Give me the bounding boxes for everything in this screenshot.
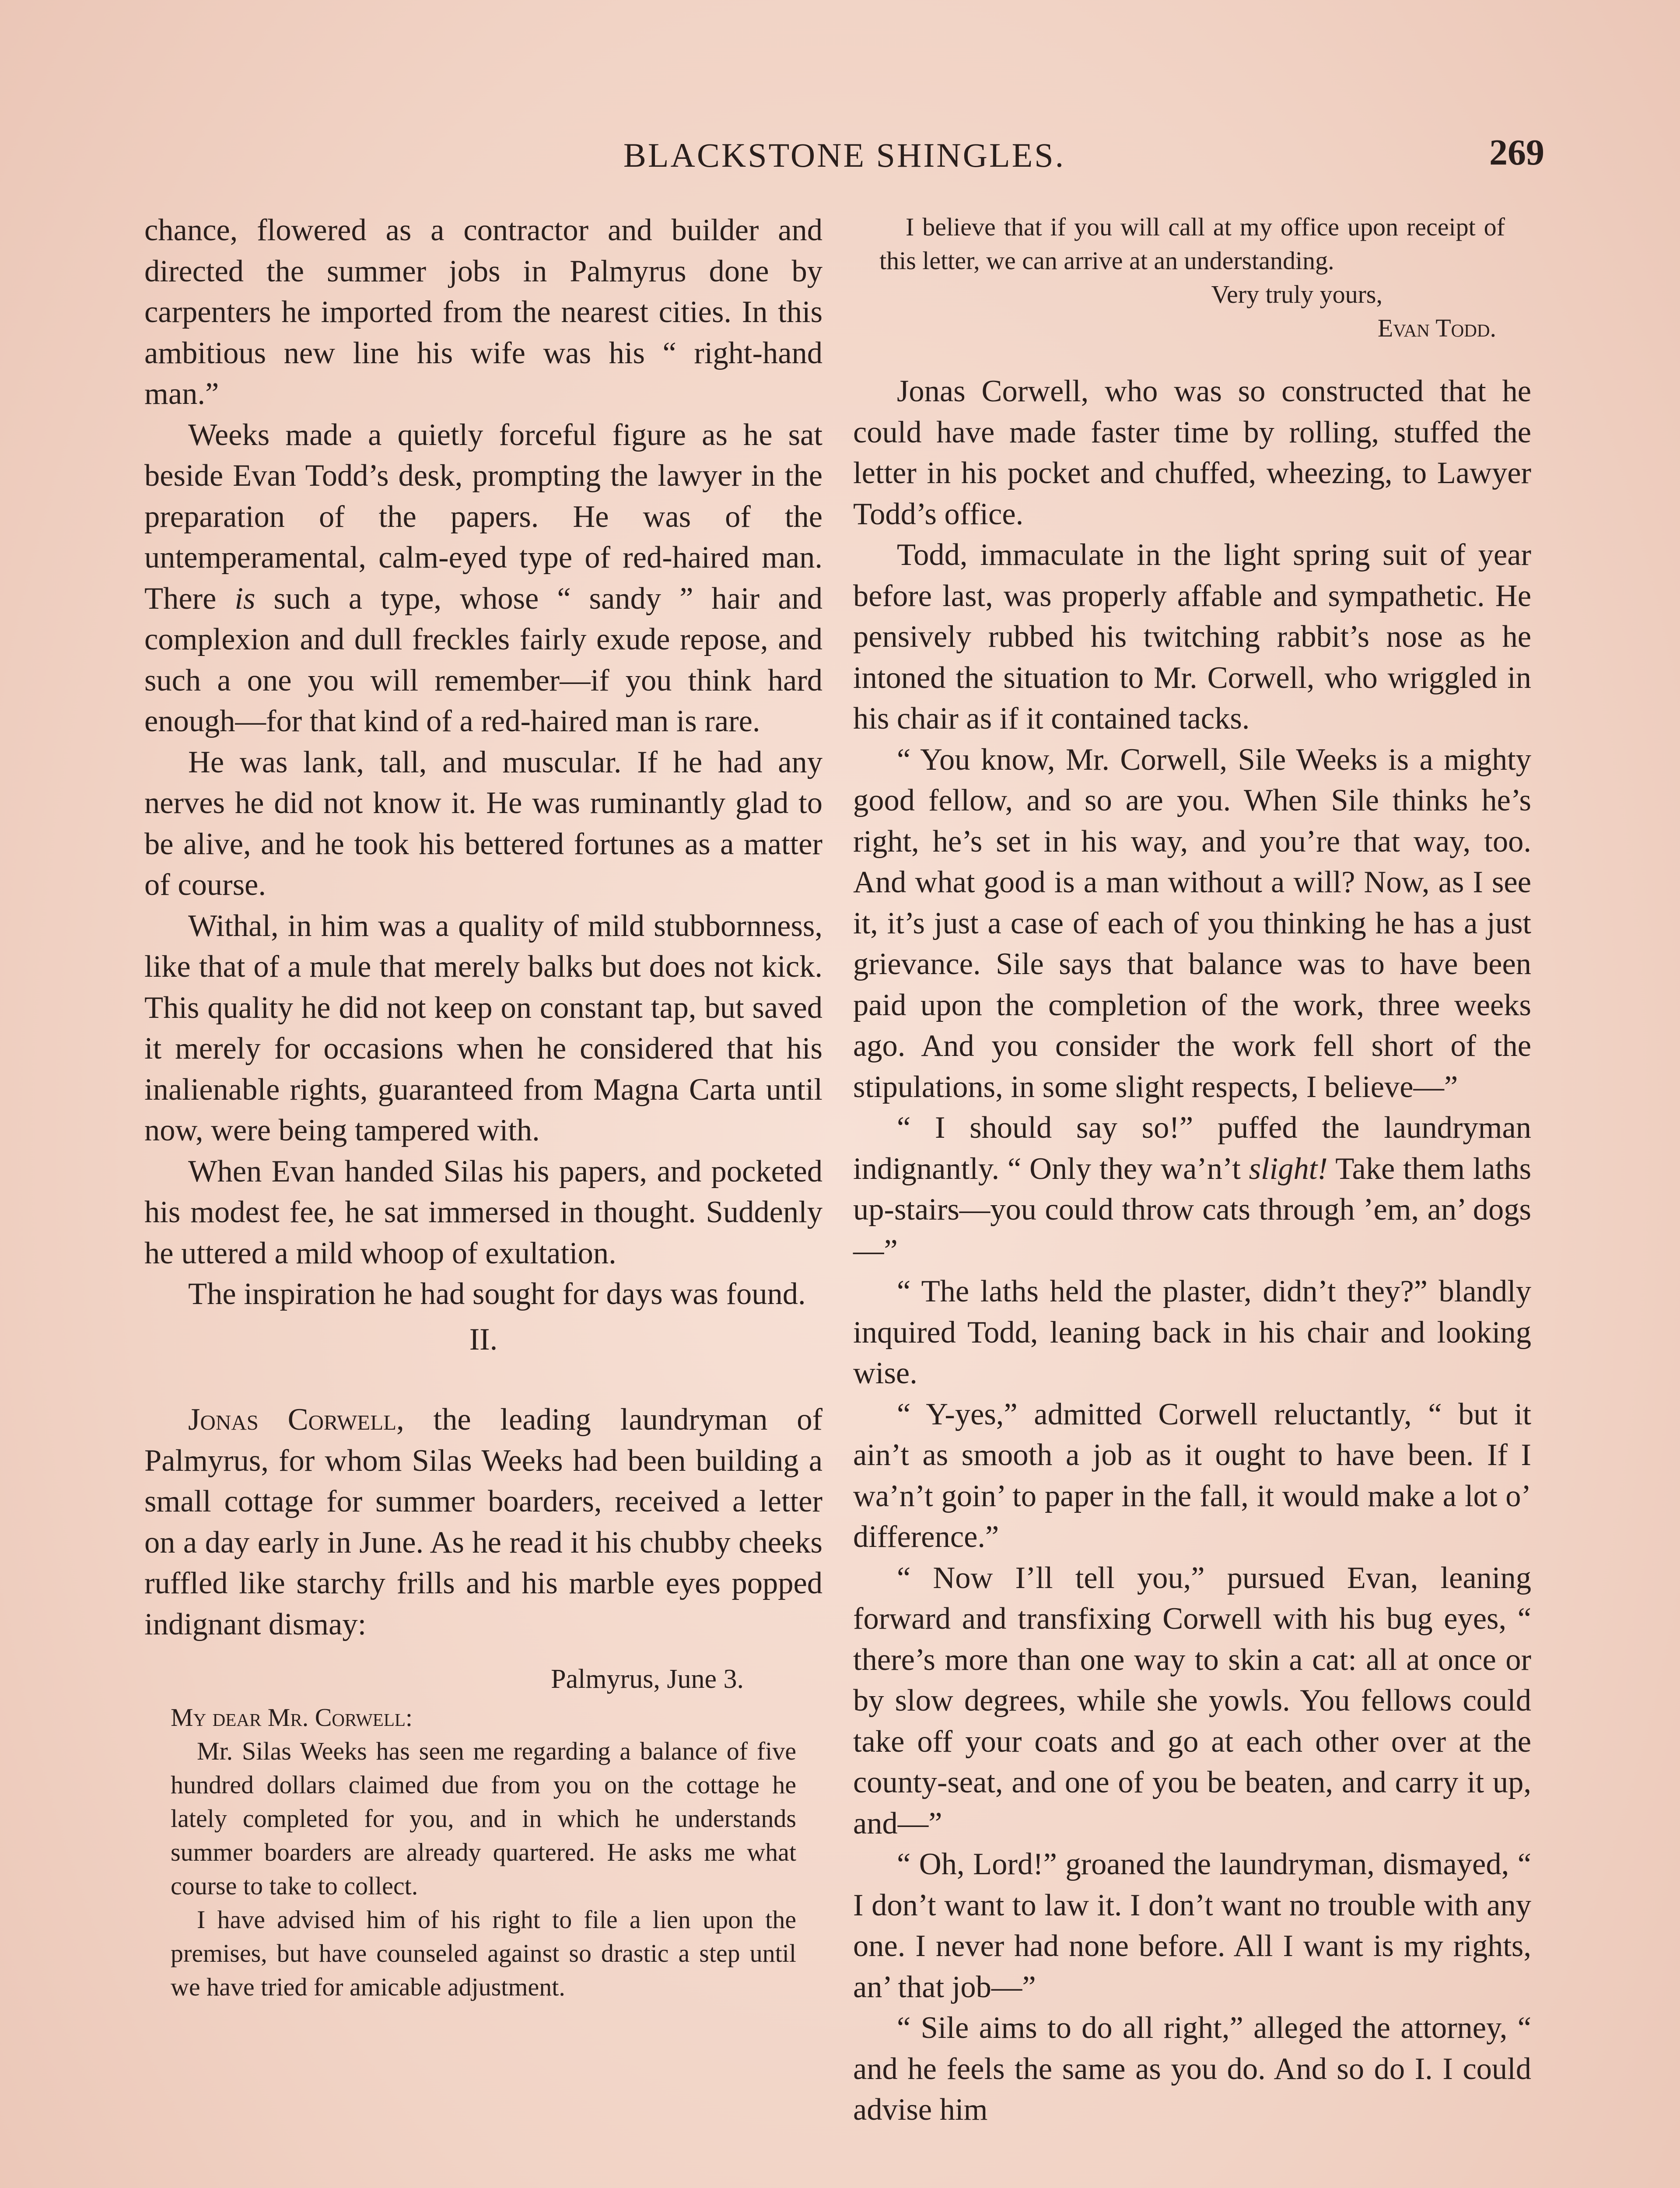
page-header <box>144 131 1544 179</box>
paragraph: Jonas Corwell, who was so constructed that he could have made faster time by rolling, stuffed the letter in his pocket and chuffed, wheezing, to Lawyer Todd’s office. <box>853 374 1531 531</box>
letter-signature: Evan Todd. <box>1377 314 1496 342</box>
paragraph: “ You know, Mr. Corwell, Sile Weeks is a mighty good fellow, and so are you. When Sile thinks he’s right, he’s set in his way, and you’re that way, too. And what good is a man without a will? Now, as I see it, it’s just a case of each of you thinking he has a just grievance. Sile says that balance was to have been paid upon the completion of the work, three weeks ago. And you consider the work fell short of the stipulations, in some slight respects, I believe—” <box>853 742 1531 1104</box>
paragraph <box>144 1399 822 1645</box>
paragraph: “ Y-yes,” admitted Corwell reluctantly, “ but it ain’t as smooth a job as it ought to have been. If I wa’n’t goin’ to paper in the fall, it would make a lot o’ difference.” <box>853 1397 1531 1554</box>
paragraph: The inspiration he had sought for days was found. <box>188 1277 806 1311</box>
letter-paragraph: Mr. Silas Weeks has seen me regarding a balance of five hundred dollars claimed due from you on the cottage he lately completed for you, and in which he understands summer boarders are already quartered. He asks me what course to take to collect. <box>171 1737 796 1900</box>
text-run: the leading laundryman of Palmyrus, for whom Silas Weeks had been building a small cottage for summer boarders, received a letter on a day early in June. As he read it his chubby cheeks ruffled like starchy frills and his marble eyes popped indignant dismay: <box>144 1403 822 1641</box>
letter-paragraph: I have advised him of his right to file a lien upon the premises, but have counseled against so drastic a step until we have tried for amicable adjustment. <box>171 1905 796 2001</box>
paragraph: “ Oh, Lord!” groaned the laundryman, dismayed, “ I don’t want to law it. I don’t want no trouble with any one. I never had none before. All I want is my rights, an’ that job—” <box>853 1847 1531 2004</box>
paragraph: When Evan handed Silas his papers, and pocketed his modest fee, he sat immersed in thought. Suddenly he uttered a mild whoop of exultation. <box>144 1154 822 1270</box>
text-run: Take them laths up-stairs—you could throw cats through ’em, an’ dogs—” <box>853 1151 1532 1268</box>
right-column <box>853 210 1531 2131</box>
paragraph: “ Sile aims to do all right,” alleged the attorney, “ and he feels the same as you do. And so do I. I could advise him <box>853 2011 1531 2127</box>
letter-closing: Very truly yours, <box>1211 280 1382 309</box>
letter-salutation: My dear Mr. Corwell: <box>171 1703 413 1732</box>
italic-text: is <box>234 581 256 616</box>
paragraph: chance, flowered as a contractor and builder and directed the summer jobs in Palmyrus done by carpenters he imported from the nearest cities. In this ambitious new line his wife was his “ right-hand man.” <box>144 213 822 411</box>
letter-block <box>171 1662 796 2004</box>
letter-continuation <box>879 210 1505 345</box>
left-column <box>144 210 822 2004</box>
paragraph <box>853 1108 1531 1271</box>
paragraph: Withal, in him was a quality of mild stubbornness, like that of a mule that merely balks but does not kick. This quality he did not keep on constant tap, but saved it merely for occasions when he considered that his inalienable rights, guaranteed from Magna Carta until now, were being tampered with. <box>144 908 822 1147</box>
text-run: Weeks made a quietly forceful figure as he sat beside Evan Todd’s desk, prompting the lawyer in the preparation of the papers. He was of the untemperamental, calm-eyed type of red-haired man. There <box>144 417 822 616</box>
paragraph: “ The laths held the plaster, didn’t they?” blandly inquired Todd, leaning back in his chair and looking wise. <box>853 1274 1531 1390</box>
page-number: 269 <box>1489 132 1544 173</box>
paragraph: He was lank, tall, and muscular. If he had any nerves he did not know it. He was ruminantly glad to be alive, and he took his bettered fortunes as a matter of course. <box>144 745 822 902</box>
section-number: II. <box>469 1322 498 1357</box>
text-run: such a type, whose “ sandy ” hair and complexion and dull freckles fairly exude repose, and such a one you will remember—if you think hard enough—for that kind of a red-haired man is rare. <box>144 581 822 738</box>
letter-paragraph: I believe that if you will call at my office upon receipt of this letter, we can arrive at an understanding. <box>879 213 1505 275</box>
paragraph: Todd, immaculate in the light spring suit of year before last, was properly affable and sympathetic. He pensively rubbed his twitching rabbit’s nose as he intoned the situation to Mr. Corwell, who wriggled in his chair as if it contained tacks. <box>853 538 1531 736</box>
running-title: BLACKSTONE SHINGLES. <box>623 136 1066 174</box>
letter-dateline: Palmyrus, June 3. <box>551 1664 744 1694</box>
paragraph: “ Now I’ll tell you,” pursued Evan, leaning forward and transfixing Corwell with his bug eyes, “ there’s more than one way to skin a cat: all at once or by slow degrees, while she yowls. You fellows could take off your coats and go at each other over at the county-seat, and one of you be beaten, and carry it up, and—” <box>853 1560 1531 1841</box>
italic-text: slight! <box>1249 1151 1328 1186</box>
character-name: Jonas Corwell, <box>188 1403 404 1437</box>
paragraph <box>144 415 822 742</box>
text-run: “ I should say so!” puffed the laundryman indignantly. “ Only they wa’n’t <box>853 1111 1531 1186</box>
